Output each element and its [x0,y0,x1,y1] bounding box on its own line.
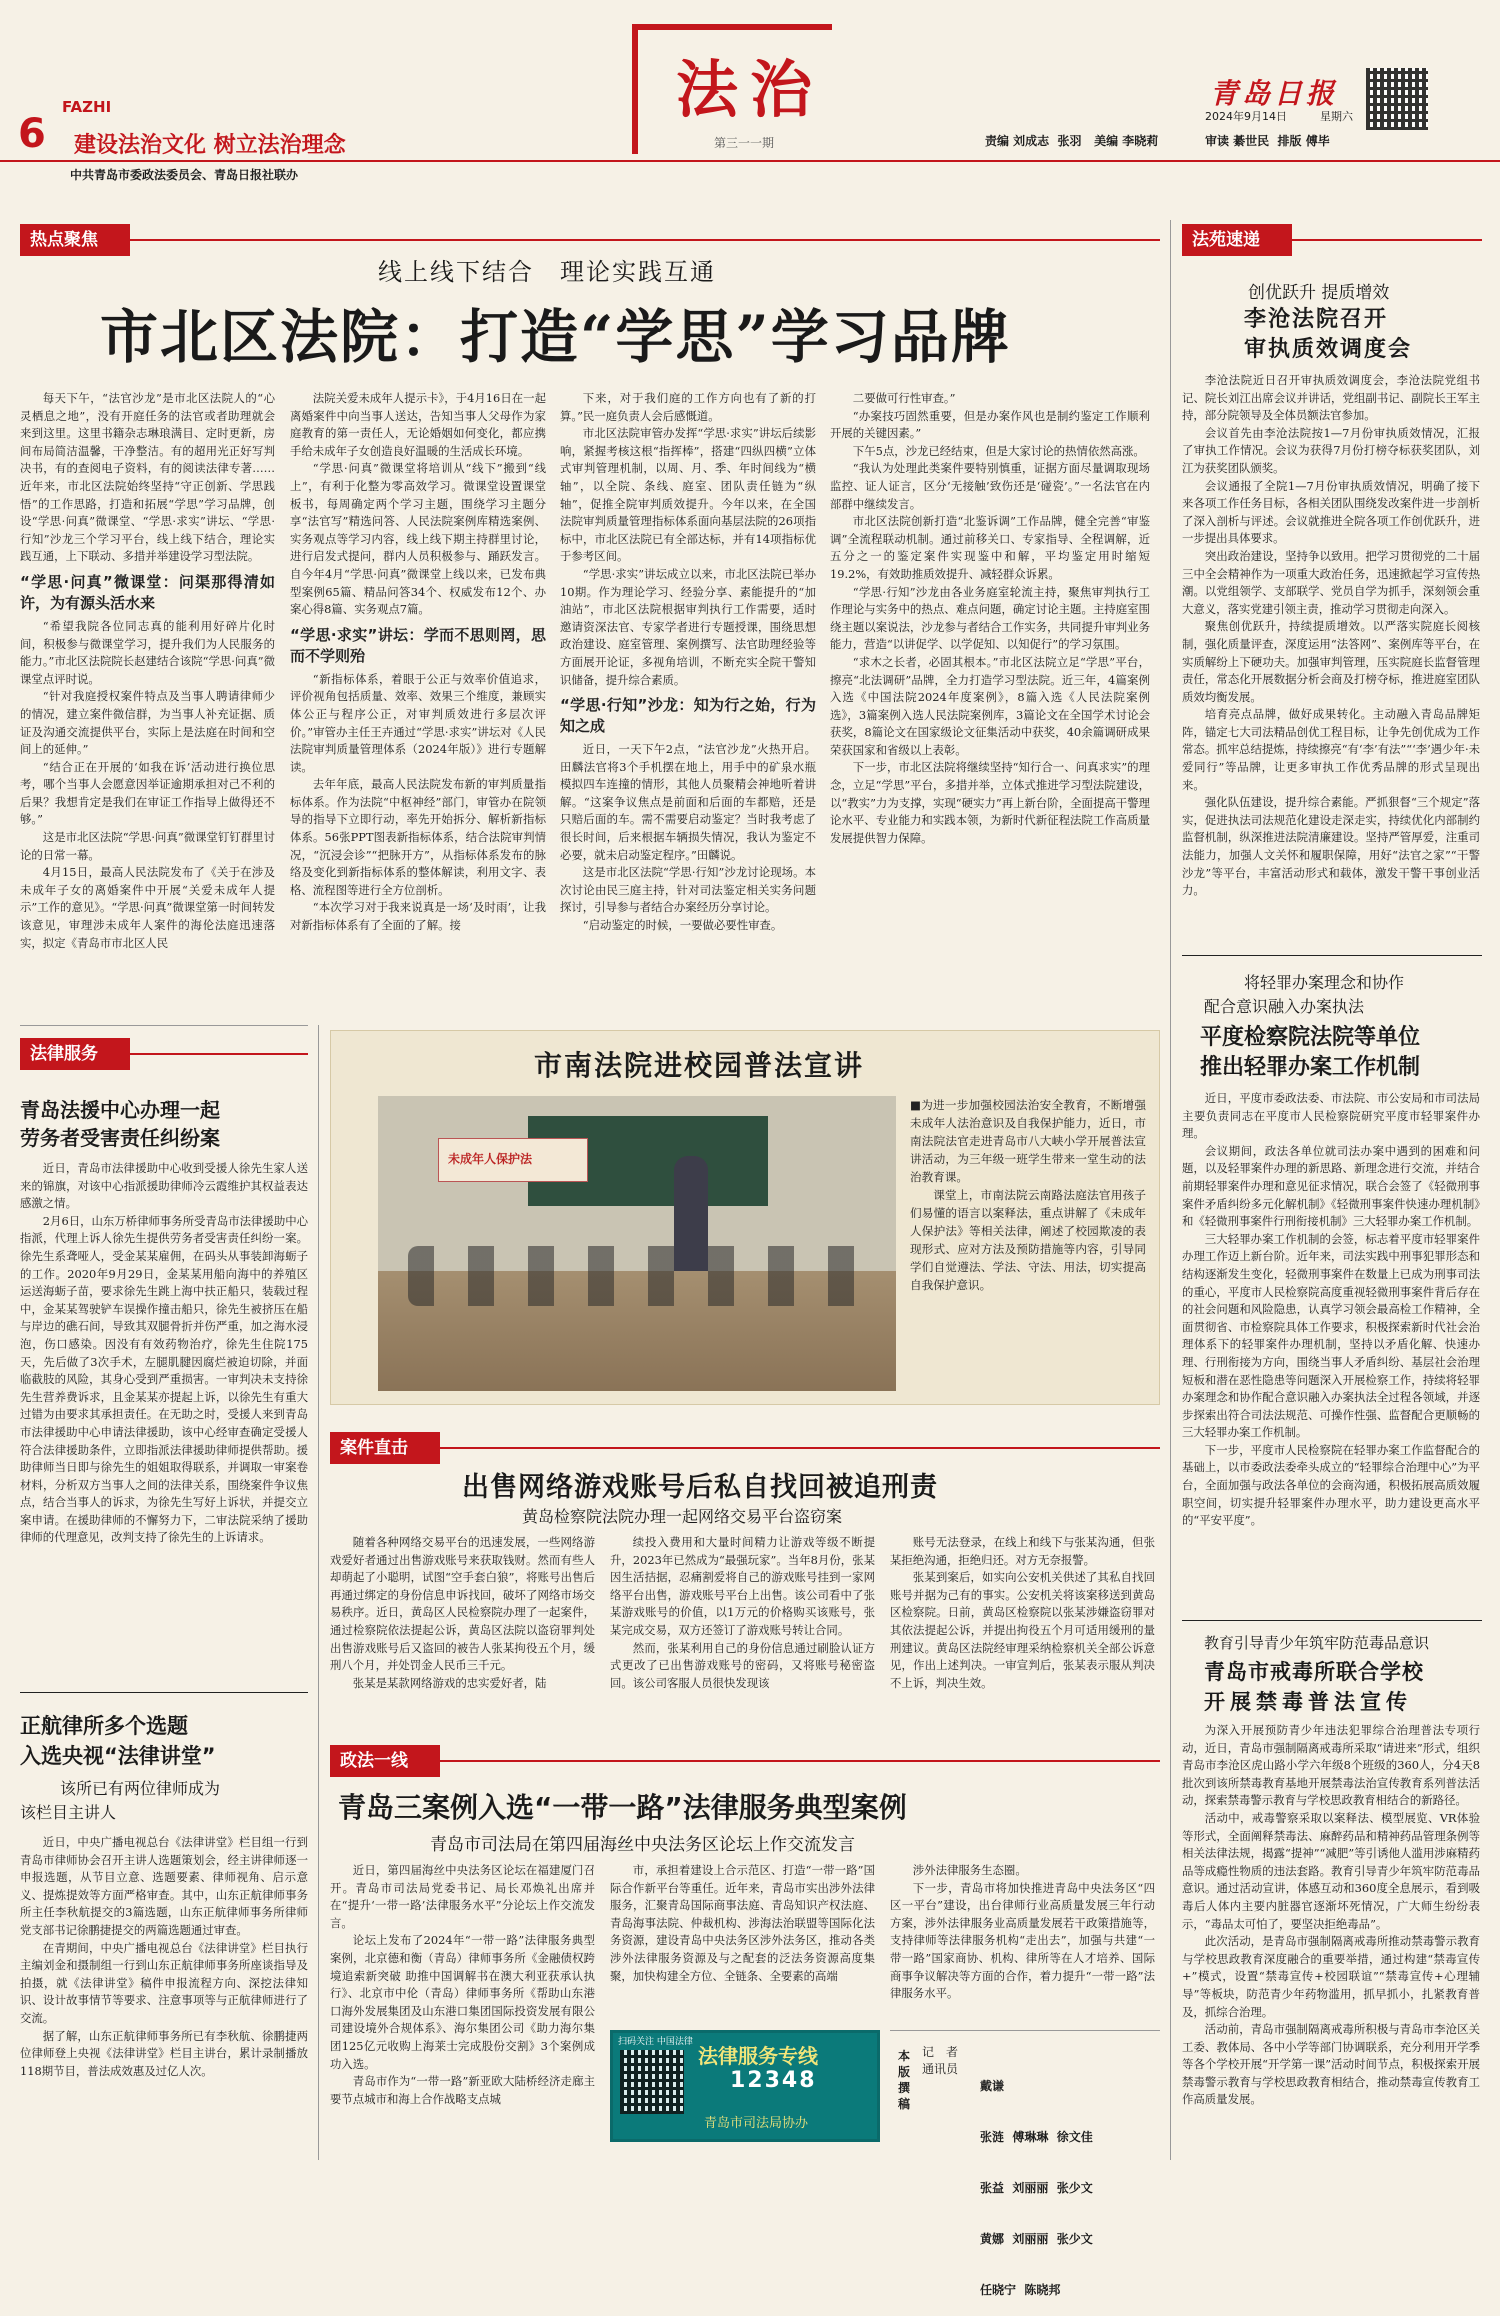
hot-paragraph: “针对我庭授权案件特点及当事人聘请律师少的情况，建立案件微信群，为当事人补充证据、质证及沟通交流提供平台，实际上是法庭在时间和空间上的延伸。” [20,689,275,757]
hot-kicker: 线上线下结合 理论实践互通 [378,258,716,286]
right3-body [1182,1722,1480,2109]
reporter-role: 记 者 [922,2045,959,2059]
rule-paragraph: 青岛市作为“一带一路”新亚欧大陆桥经济走廊主要节点城市和海上合作战略支点城 [330,2074,595,2106]
right1-paragraph: 培育亮点品牌，做好成果转化。主动融入青岛品牌矩阵，锚定七大司法精品创优工程目标，让争先创优成为工作常态。抓牢总结提炼，持续擦亮“有‘李’有法”“‘李’遇少年·未爱同行”等品牌，让更多审执工作优秀品牌的形式呈现出来。 [1182,707,1480,792]
right3-paragraph: 活动中，戒毒警察采取以案释法、模型展览、VR体验等形式，全面阐释禁毒法、麻醉药品和精神药品管理条例等相关法律法规，揭露“提神”“减肥”等引诱他人滥用涉麻精药品等成瘾性物质的违法套路。教育引导青少年筑牢防范毒品意识。通过活动宣讲，体感互动和360度全息展示，看到吸毒后人体内主要内脏器官逐渐坏死情况，广大师生纷纷表示，“毒品太可怕了，要坚决拒绝毒品”。 [1182,1810,1480,1931]
hot-column-3 [560,390,816,935]
rule-title: 青岛三案例入选“一带一路”法律服务典型案例 [338,1791,907,1824]
rule-column-2 [610,1862,875,1985]
right1-paragraph: 会议首先由李沧法院按1—7月份审执质效情况，汇报了审执工作情况。会议为获得7月份打榜夺标获奖团队，刘江为获奖团队颁奖。 [1182,425,1480,475]
case-paragraph: 续投入费用和大量时间精力让游戏等级不断提升，2023年已然成为“最强玩家”。当年8月份，张某因生活拮据，忍痛割爱将自己的游戏账号挂到一家网络平台出售，游戏账号平台上出售。该公司看中了张某游戏账号的价值，以1万元的价格购买该账号，张某完成交易，双方还签订了游戏账号转让合同。 [610,1535,875,1637]
legal-paragraph: 近日，青岛市法律援助中心收到受援人徐先生家人送来的锦旗，对该中心指派援助律师冷云霞维护其权益表达感激之情。 [20,1161,308,1211]
hot-column-4 [830,390,1150,847]
case-subtitle: 黄岛检察院法院办理一起网络交易平台盗窃案 [522,1507,843,1526]
right2-paragraph: 三大轻罪办案工作机制的会签，标志着平度市轻罪案件办理工作迈上新台阶。近年来，司法实践中刑事犯罪形态和结构逐渐发生变化，轻微刑事案件在数量上已成为刑事司法的重心，平度市人民检察院高度重视轻微刑事案件背后存在的社会问题和风险隐患，认真学习领会最高检工作精神，全面贯彻省、市检察院具体工作要求，积极探索新时代社会治理体系下的轻罪案件办理机制，坚持以矛盾化解、快速办理、行刑衔接为方向，围绕当事人矛盾纠纷、基层社会治理短板和潜在恶性隐患等问题深入开展检察工作，持续将轻罪办案理念和协作配合意识融入办案执法全过程各领域，并逐步探索出符合司法法规范、可操作性强、监督配合更顺畅的三大轻罪办案工作机制。 [1182,1231,1480,1440]
hot-paragraph: 下来，对于我们庭的工作方向也有了新的打算。”民一庭负责人会后感慨道。 [560,391,816,423]
hotline-qr-icon [620,2050,684,2114]
tag-hot-topic: 热点聚焦 [20,224,130,256]
hotline-label: 扫码关注 中国法律 [618,2037,693,2047]
qr-code-icon [1366,68,1428,130]
case-paragraph: 张某到案后，如实向公安机关供述了其私自找回账号并据为己有的事实。公安机关将该案移送到黄岛区检察院。日前，黄岛区检察院以张某涉嫌盗窃罪对其依法提起公诉，并提出拘役五个月可适用缓刑的量刑建议。黄岛区法院经审理采纳检察机关全部公诉意见，作出上述判决。一审宣判后，张某表示服从判决不上诉，判决生效。 [890,1570,1155,1690]
hot-paragraph: 每天下午，“法官沙龙”是市北区法院人的“心灵栖息之地”，没有开庭任务的法官或者助理就会来到这里。这里书籍杂志琳琅满目、定时更新，房间布局简洁温馨，干净整洁。有的超用光正好写判决书，有的查阅电子资料，有的阅读法律专著……近年来，市北区法院始终坚持“守正创新、学思践悟”的工作思路，打造和拓展“学思”学习品牌，创设“学思·问真”微课堂、“学思·求实”讲坛、“学思·行知”沙龙三个学习平台，线上线下结合，理论实践互通，上下联动、多措并举建设学习型法院。 [20,391,275,564]
right2-kicker-2: 配合意识融入办案执法 [1204,997,1365,1016]
hot-title: 市北区法院：打造“学思”学习品牌 [100,303,1011,371]
paper-logo: 青岛日报 [1210,77,1339,110]
reporter-names: 黄娜 刘丽丽 张少文 [980,2232,1093,2246]
law-title-1: 正航律所多个选题 [20,1714,188,1738]
tag-frontline: 政法一线 [330,1745,440,1777]
hot-subheading-3: “学思·行知”沙龙：知为行之始，行为知之成 [560,696,816,736]
hot-column-1 [20,390,275,952]
hot-column-2 [290,390,546,935]
hot-paragraph: “学思·问真”微课堂将培训从“线下”搬到“线上”，有利于化整为零高效学习。微课堂设置课堂板书，每周确定两个学习主题，围绕学习主题分享“法官写”精选问答、人民法院案例库精选案例、实务观点等学习内容，线上线下期主持群里讨论，进行启发式提问，群内人员积极参与、踊跃发言。自今年4月“学思·问真”微课堂上线以来，已发布典型案例65篇、精品问答34个、权威发布12个、办案心得8篇、实务观点7篇。 [290,461,546,617]
tag-legal-service: 法律服务 [20,1038,130,1070]
right2-kicker-1: 将轻罪办案理念和协作 [1244,973,1405,992]
rule-paragraph: 市，承担着建设上合示范区、打造“一带一路”国际合作新平台等重任。近年来，青岛市实出涉外法律服务，汇聚青岛国际商事法庭、青岛知识产权法庭、青岛海事法院、仲裁机构、涉海法治联盟等国际化法务资源，建设青岛中央法务区涉外法务区，推动各类涉外法律服务资源及与之配套的泛法务资源高度集聚，加快构建全方位、全链条、全要素的高端 [610,1863,875,1983]
case-paragraph: 账号无法登录，在线上和线下与张某沟通，但张某拒绝沟通，拒绝归还。对方无奈报警。 [890,1535,1155,1567]
right1-paragraph: 李沧法院近日召开审执质效调度会，李沧法院党组书记、院长刘江出席会议并讲话，党组副书记、副院长王军主持，部分院领导及全体员额法官参加。 [1182,373,1480,423]
campus-paragraph: ■为进一步加强校园法治安全教育，不断增强未成年人法治意识及自我保护能力，近日，市南法院法官走进青岛市八大峡小学开展普法宣讲活动，为三年级一班学生带来一堂生动的法治教育课。 [910,1098,1146,1184]
campus-body [910,1096,1146,1294]
reporter-names: 任晓宁 陈晓邦 [980,2283,1061,2297]
rule-subtitle: 青岛市司法局在第四届海丝中央法务区论坛上作交流发言 [430,1835,855,1855]
right1-paragraph: 突出政治建设，坚持争以致用。把学习贯彻党的二十届三中全会精神作为一项重大政治任务，迅速掀起学习宣传热潮。以党组领学、支部联学、党员自学为抓手，深刻领会重大意义，落实党建引领主责，推动学习贯彻走向深入。 [1182,548,1480,616]
hotline-org: 青岛市司法局协办 [704,2116,809,2131]
photo-banner-text: 未成年人保护法 [448,1152,533,1166]
reporters-names [980,2044,1093,2316]
reporters-label-char: 本 [898,2049,911,2063]
case-title: 出售网络游戏账号后私自找回被追刑责 [462,1472,938,1503]
slogan: 建设法治文化 树立法治理念 [74,133,346,158]
reporters-label-char: 稿 [898,2097,911,2111]
hot-paragraph: 这是市北区法院“学思·问真”微课堂钉钉群里讨论的日常一幕。 [20,830,275,862]
reporter-names: 张益 刘丽丽 张少文 [980,2181,1093,2195]
law-paragraph: 近日，中央广播电视总台《法律讲堂》栏目组一行到青岛市律师协会召开主讲人选题策划会，经主讲律师逐一申报选题，从节目立意、选题要素、律师视角、启示意义、提炼提效等方面严格审查。其中，山东正航律师事务所主任李秋航提交的3篇选题，山东正航律师事务所律师党支部书记徐鹏捷提交的两篇选题通过审查。 [20,1835,308,1937]
reporter-names: 张涟 傅琳琳 徐文佳 [980,2130,1093,2144]
tag-court-news: 法苑速递 [1182,224,1292,256]
hot-paragraph: 4月15日，最高人民法院发布了《关于在涉及未成年子女的离婚案件中开展“关爱未成年人提示”工作的意见》。“学思·问真”微课堂第一时间转发该意见，审理涉未成年人案件的海伦法庭迅速落实，拟定《青岛市市北区人民 [20,865,275,950]
right1-paragraph: 会议通报了全院1—7月份审执质效情况，明确了接下来各项工作任务目标，各相关团队围绕发改案件进一步剖析了深入剖析与评述。会议就推进全院各项工作创优跃升，进一步提出具体要求。 [1182,478,1480,546]
right1-title-1: 李沧法院召开 [1244,307,1389,332]
page-number: 6 [18,111,46,157]
sponsor-line: 中共青岛市委政法委员会、青岛日报社联办 [70,168,299,182]
hotline-number: 12348 [730,2068,817,2093]
hot-paragraph: “求木之长者，必固其根本。”市北区法院立足“学思”平台，擦亮“北法调研”品牌，全力打造学习型法院。近三年，4篇案例入选《中国法院2024年度案例》，8篇入选《人民法院案例选》，3篇案例入选人民法院案例库，3篇论文在全国学术讨论会获奖，8篇论文在国家级论文征集活动中获奖，40余篇调研成果荣获国家和省级以上表彰。 [830,654,1150,757]
reporters-label-char: 撰 [898,2081,911,2095]
legal-paragraph: 2月6日，山东万桥律师事务所受青岛市法律援助中心指派，代理上诉人徐先生提供劳务者受害责任纠纷一案。徐先生系聋哑人，受金某某雇佣，在码头从事装卸海蛎子的工作。2020年9月29日，金某某用船向海中的养殖区运送海蛎子苗，要求徐先生跳上海中扶正船只，装载过程中，金某某驾驶铲车误操作撞击船只，徐先生被挤压在船与岸边的礁石间，导致其双腿骨折并伤严重，加之海水浸泡，伤口感染。因没有有效药物治疗，徐先生住院175天，先后做了3次手术，左腿肌腱因腐烂被迫切除，并面临截肢的风险，其身心受到严重损害。一审判决未支持徐先生营养费诉求，且金某某亦提起上诉，以徐先生有重大过错为由要求其承担责任。在无助之时，受援人来到青岛市法律援助中心申请法律援助，该中心经审查确定受援人符合法律援助条件，立即指派法律援助律师提供帮助。援助律师当日即与徐先生的姐姐取得联系，并调取一审案卷材料，分析双方当事人之间的法律关系，围绕案件争议焦点，结合当事人的诉求，为徐先生写好上诉状，并提交立案申请。在援助律师的不懈努力下，二审法院采纳了援助律师的代理意见，改判支持了徐先生的上诉请求。 [20,1213,308,1545]
right3-kicker: 教育引导青少年筑牢防范毒品意识 [1204,1634,1430,1652]
right3-paragraph: 为深入开展预防青少年违法犯罪综合治理普法专项行动，近日，青岛市强制隔离戒毒所采取“请进来”形式，组织青岛市李沧区虎山路小学六年级8个班级的360人，分4天8批次到该所禁毒教育基地开展禁毒法治宣传教育系列普法活动，探索禁毒警示教育与学校思政教育相结合的新路径。 [1182,1723,1480,1808]
hot-paragraph: “希望我院各位同志真的能利用好碎片化时间，积极参与微课堂学习，提升我们为人民服务的能力。”市北区法院院长赵建结合该院“学思·问真”微课堂点评时说。 [20,618,275,686]
right1-paragraph: 强化队伍建设，提升综合素能。严抓狠督“三个规定”落实，促进执法司法规范化建设走深走实，持续优化内部制约监督机制，纵深推进法院清廉建设。坚持严管厚爱，注重司法能力，加强人文关怀和履职保障，用好“法官之家”“干警沙龙”等平台，丰富活动形式和载体，激发干警干事创业活力。 [1182,795,1480,898]
right2-paragraph: 会议期间，政法各单位就司法办案中遇到的困难和问题，以及轻罪案件办理的新思路、新理念进行交流，并结合前期轻罪案件办理和意见征求情况，联合会签了《轻微刑事案件矛盾纠纷多元化解机制》《轻微刑事案件快速办理机制》和《轻微刑事案件行刑衔接机制》三大轻罪办案工作机制。 [1182,1143,1480,1229]
right1-paragraph: 聚焦创优跃升，持续提质增效。以严落实院庭长阅核制，强化质量评查，深度运用“法答网”、案例库等平台，在实质解纷上下硬功夫。加强审判管理，压实院庭长监督管理责任，常态化开展数据分析会商及打榜夺标，推进庭室团队质效均衡发展。 [1182,619,1480,704]
case-paragraph: 然而，张某利用自己的身份信息通过刷脸认证方式更改了已出售游戏账号的密码，又将账号秘密盗回。该公司客服人员很快发现该 [610,1640,875,1690]
hot-paragraph: 近日，一天下午2点，“法官沙龙”火热开启。田麟法官将3个手机摆在地上，用手中的矿泉水瓶模拟四车连撞的情形，其他人员聚精会神地听着讲解。“这案争议焦点是前面和后面的车都赔，还是只赔后面的车。需不需要启动鉴定？当时我考虑了很长时间，后来根据车辆损失情况，我认为鉴定不必要，就未启动鉴定程序。”田麟说。 [560,742,816,862]
case-paragraph: 张某是某款网络游戏的忠实爱好者，陆 [352,1675,547,1690]
law-paragraph: 在青期间，中央广播电视总台《法律讲堂》栏目执行主编刘金和摄制组一行到山东正航律师事务所座谈指导及拍摄，就《法律讲堂》稿件申报流程方向、深挖法律知识、设计故事情节等要求、注意事项等与正航律师进行了交流。 [20,1940,308,2025]
hot-paragraph: 去年年底，最高人民法院发布新的审判质量指标体系。作为法院“中枢神经”部门，审管办在院领导的指导下立即行动，率先开始拆分、解析新指标体系。56张PPT图表新指标体系，结合法院审判情况，“沉浸会诊”“把脉开方”，从指标体系发布的脉络及变化到新指标体系的整体解读，利用文字、表格、流程图等进行全方位剖析。 [290,777,546,897]
right2-body [1182,1090,1480,1530]
rule-paragraph: 近日，第四届海丝中央法务区论坛在福建厦门召开。青岛市司法局党委书记、局长邓焕礼出席并在“提升‘一带一路’法律服务水平”分论坛上作交流发言。 [330,1863,595,1930]
hot-paragraph: “本次学习对于我来说真是一场‘及时雨’，让我对新指标体系有了全面的了解。接 [290,900,546,933]
right3-paragraph: 此次活动，是青岛市强制隔离戒毒所推动禁毒警示教育与学校思政教育深度融合的重要举措，通过构建“禁毒宣传+”模式，设置“禁毒宣传+校园联谊”“禁毒宣传+心理辅导”等板块，防范青少年药物滥用，抓早抓小，扎紧教育普及，抓综合治理。 [1182,1934,1480,2019]
tag-case: 案件直击 [330,1432,440,1464]
right1-body [1182,372,1480,900]
case-paragraph: 随着各种网络交易平台的迅速发展，一些网络游戏爱好者通过出售游戏账号来获取钱财。然而有些人却萌起了小聪明，试图“空手套白狼”，将账号出售后再通过绑定的身份信息申诉找回，破坏了网络市场交易秩序。近日，黄岛区人民检察院办理了一起案件，通过检察院依法提起公诉，黄岛区法院以盗窃罪判处出售游戏账号后又盗回的被告人张某拘役五个月，缓刑八个月，并处罚金人民币三千元。 [330,1535,595,1673]
hot-paragraph: 二要做可行性审查。” [852,391,956,405]
campus-paragraph: 课堂上，市南法院云南路法庭法官用孩子们易懂的语言以案释法，重点讲解了《未成年人保护法》等相关法律，阐述了校园欺凌的表现形式、应对方法及预防措施等内容，引导同学们自觉遵法、学法、守法、用法，切实提高自我保护意识。 [910,1188,1146,1292]
reporters-label-char: 版 [898,2065,911,2079]
case-column-3 [890,1534,1155,1692]
hot-paragraph: 这是市北区法院“学思·行知”沙龙讨论现场。本次讨论由民三庭主持，针对司法鉴定相关实务问题探讨，引导参与者结合办案经历分享讨论。 [560,865,816,915]
credits-line-2: 审读 綦世民 排版 傅毕 [1205,134,1330,148]
reporters-roles [922,2044,958,2078]
rule-column-3 [890,1862,1155,2003]
hot-paragraph: 下午5点，沙龙已经结束，但是大家讨论的热情依然高涨。 [852,443,1145,458]
issue-number: 第三一一期 [714,136,775,150]
law-body [20,1834,308,2080]
right2-title-2: 推出轻罪办案工作机制 [1200,1055,1421,1080]
right2-paragraph: 近日，平度市委政法委、市法院、市公安局和市司法局主要负责同志在平度市人民检察院研究平度市轻罪案件办理。 [1182,1091,1480,1141]
hot-paragraph: “办案技巧固然重要，但是办案作风也是制约鉴定工作顺利开展的关键因素。” [830,408,1150,441]
campus-title: 市南法院进校园普法宣讲 [534,1049,865,1082]
hot-paragraph: “学思·行知”沙龙由各业务庭室轮流主持，聚焦审判执行工作理论与实务中的热点、难点问题，确定讨论主题。主持庭室围绕主题以案说法，沙龙参与者结合工作实务，共同提升审判业务能力，营造“以讲促学、以学促知、以知促行”的学习氛围。 [830,584,1150,652]
legal-title-2: 劳务者受害责任纠纷案 [20,1126,220,1150]
weekday: 星期六 [1320,110,1353,123]
hotline-title: 法律服务专线 [698,2044,818,2068]
hot-paragraph: 市北区法院审管办发挥“学思·求实”讲坛后续影响，紧握考核这根“指挥棒”，搭建“四纵四横”立体式审判管理机制，以周、月、季、年时间线为“横轴”，以全院、条线、庭室、团队责任链为“纵轴”，促推全院审判质效提升。今年以来，在全国法院审判质量管理指标体系面向基层法院的26项指标中，市北区法院已有全部达标，并有14项指标优于参考区间。 [560,426,816,564]
hot-paragraph: 市北区法院创新打造“北鉴诉调”工作品牌，健全完善“审鉴调”全流程联动机制。通过前移关口、专家指导、全程调解，近五分之一的鉴定案件实现鉴中和解，平均鉴定用时缩短19.2%，有效助推质效提升、减轻群众诉累。 [830,514,1150,581]
campus-photo [378,1096,896,1391]
hot-paragraph: 法院关爱未成年人提示卡》，于4月16日在一起离婚案件中向当事人送达，告知当事人父母作为家庭教育的第一责任人，无论婚姻如何变化，都应携手给未成年子女创造良好温暖的生活成长环境。 [290,391,546,458]
rule-paragraph: 下一步，青岛市将加快推进青岛中央法务区“四区一平台”建设，出台律师行业高质量发展三年行动方案，涉外法律服务业高质量发展若干政策措施等，支持律师等法律服务机构“走出去”，加强与共建“一带一路”国家商协、机构、律所等在人才培养、国际商事争议解决等方面的合作，着力提升“一带一路”法律服务水平。 [890,1880,1155,2001]
case-column-2 [610,1534,875,1692]
date: 2024年9月14日 [1205,110,1287,123]
right1-title-2: 审执质效调度会 [1244,337,1413,362]
reporter-role: 通讯员 [922,2062,959,2076]
right2-paragraph: 下一步，平度市人民检察院在轻罪办案工作监督配合的基础上，以市委政法委牵头成立的“轻罪综合治理中心”为平台，全面加强与政法各单位的会商沟通，积极拓展高质效履职空间，切实提升轻罪案件办理水平，助力建设更高水平的“平安平度”。 [1182,1442,1480,1528]
law-subtitle-2: 该栏目主讲人 [20,1803,117,1822]
hot-paragraph: “我认为处理此类案件要特别慎重，证据方面尽量调取现场监控、证人证言，区分‘无接触’致伤还是‘碰瓷’。”一名法官在内部群中继续发言。 [830,461,1150,511]
law-title-2: 入选央视“法律讲堂” [20,1744,216,1768]
credits-line-1: 责编 刘成志 张羽 美编 李晓莉 [985,134,1159,148]
students [408,1246,868,1306]
reporter-names: 戴谦 [980,2079,1005,2093]
right2-title-1: 平度检察院法院等单位 [1200,1025,1421,1050]
rule-column-1 [330,1862,595,2108]
hot-paragraph: “学思·求实”讲坛成立以来，市北区法院已举办10期。作为理论学习、经验分享、素能提升的“加油站”，市北区法院根据审判执行工作需要，适时邀请资深法官、专家学者进行专题授课，围绕思想政治建设、庭室管理、案例撰写、法官助理经验等方面展开论证，多视角培训，不断充实全院干警知识储备，提升综合素质。 [560,566,816,687]
hot-subheading-1: “学思·问真”微课堂：问渠那得清如许，为有源头活水来 [20,572,275,612]
right3-paragraph: 活动前，青岛市强制隔离戒毒所积极与青岛市李沧区关工委、教体局、各中小学等部门协调联系，充分利用开学季等各个学校开展“开学第一课”活动时间节点，积极探索开展禁毒警示教育与学校思政教育相结合，推动禁毒宣传教育工作高质量发展。 [1182,2022,1480,2107]
law-paragraph: 据了解，山东正航律师事务所已有李秋航、徐鹏捷两位律师登上央视《法律讲堂》栏目主讲台，累计录制播放118期节目，普法成效惠及过亿人次。 [20,2028,308,2078]
fazhi-label: FAZHI [62,98,112,116]
header [0,0,1500,180]
legal-body [20,1160,308,1547]
hot-paragraph: 下一步，市北区法院将继续坚持“知行合一、问真求实”的理念，立足“学思”平台，多措并举，立体式推进学习型法院建设，以“教实”力为支撑，实现“硬实力”再上新台阶，全面提高干警理论水平、专业能力和实践本领，为新时代新征程法院工作高质量发展提供智力保障。 [830,760,1150,845]
law-subtitle-1: 该所已有两位律师成为 [60,1779,221,1798]
rule-paragraph: 论坛上发布了2024年“一带一路”法律服务典型案例，北京德和衡（青岛）律师事务所《金融债权跨境追索新突破 助推中国调解书在澳大利亚获承认执行》、北京市中伦（青岛）律师事务所《帮助山东港口海外发展集团及山东港口集团国际投资发展有限公司建设境外合规体系》、海尔集团公司《助力海尔集团125亿元收购上海莱士完成股份交割》3个案例成功入选。 [330,1933,595,2071]
case-column-1 [330,1534,595,1692]
hot-paragraph: “新指标体系，着眼于公正与效率价值追求，评价视角包括质量、效率、效果三个维度，兼顾实体公正与程序公正，对审判质效进行多层次评价。”审管办主任王卉通过“学思·求实”讲坛对《人民法院审判质量管理体系（2024年版）》进行专题解读。 [290,671,546,774]
right3-title-1: 青岛市戒毒所联合学校 [1204,1660,1424,1684]
right3-title-2: 开展禁毒普法宣传 [1204,1690,1412,1714]
reporters-label [898,2048,912,2112]
right1-kicker: 创优跃升 提质增效 [1248,283,1390,303]
hot-subheading-2: “学思·求实”讲坛：学而不思则罔，思而不学则殆 [290,625,546,665]
rule-paragraph: 涉外法律服务生态圈。 [912,1863,1027,1877]
hot-paragraph: “结合正在开展的‘如我在诉’活动进行换位思考，哪个当事人会愿意因举证逾期承担对己不利的后果？我想肯定是我们在审证工作指导上做得还不够。” [20,759,275,827]
section-title: 法治 [676,53,825,126]
hot-paragraph: “启动鉴定的时候，一要做必要性审查。 [582,918,783,933]
legal-title-1: 青岛法援中心办理一起 [20,1098,220,1122]
